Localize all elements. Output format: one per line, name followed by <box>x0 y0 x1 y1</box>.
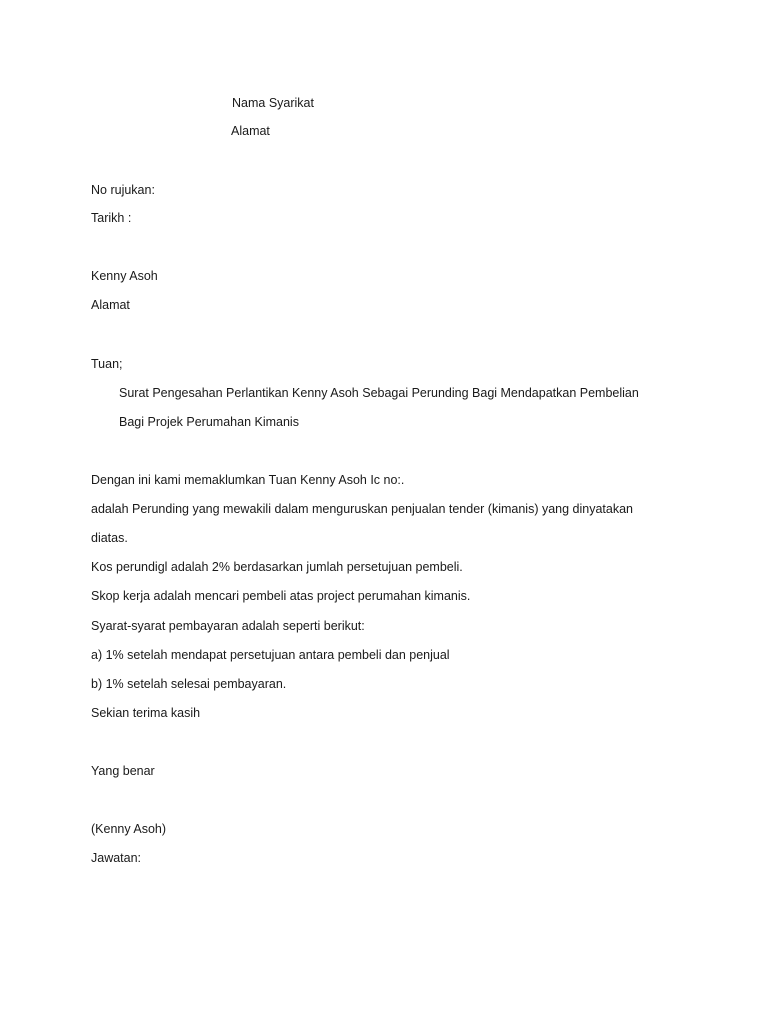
signatory-name: (Kenny Asoh) <box>91 822 167 836</box>
payment-term-a: a) 1% setelah mendapat persetujuan antara pembeli dan penjual <box>91 648 450 662</box>
body-paragraph-2-line-1: adalah Perunding yang mewakili dalam menguruskan penjualan tender (kimanis) yang dinyatakan <box>91 502 633 516</box>
recipient-name: Kenny Asoh <box>91 269 158 283</box>
subject-line-2: Bagi Projek Perumahan Kimanis <box>119 415 299 429</box>
salutation: Tuan; <box>91 357 123 371</box>
payment-term-b: b) 1% setelah selesai pembayaran. <box>91 677 287 691</box>
body-paragraph-5: Syarat-syarat pembayaran adalah seperti berikut: <box>91 619 365 633</box>
position-label: Jawatan: <box>91 851 142 865</box>
body-paragraph-3: Kos perundigl adalah 2% berdasarkan jumlah persetujuan pembeli. <box>91 560 463 574</box>
body-paragraph-4: Skop kerja adalah mencari pembeli atas project perumahan kimanis. <box>91 589 471 603</box>
body-paragraph-1: Dengan ini kami memaklumkan Tuan Kenny Asoh Ic no:. <box>91 473 405 487</box>
body-paragraph-2-line-2: diatas. <box>91 531 128 545</box>
company-address: Alamat <box>231 124 270 138</box>
closing-line: Sekian terima kasih <box>91 706 201 720</box>
reference-number-label: No rujukan: <box>91 183 155 197</box>
company-name: Nama Syarikat <box>232 96 314 110</box>
recipient-address: Alamat <box>91 298 130 312</box>
date-label: Tarikh : <box>91 211 132 225</box>
valediction: Yang benar <box>91 764 155 778</box>
subject-line-1: Surat Pengesahan Perlantikan Kenny Asoh Sebagai Perunding Bagi Mendapatkan Pembelian <box>119 386 639 400</box>
